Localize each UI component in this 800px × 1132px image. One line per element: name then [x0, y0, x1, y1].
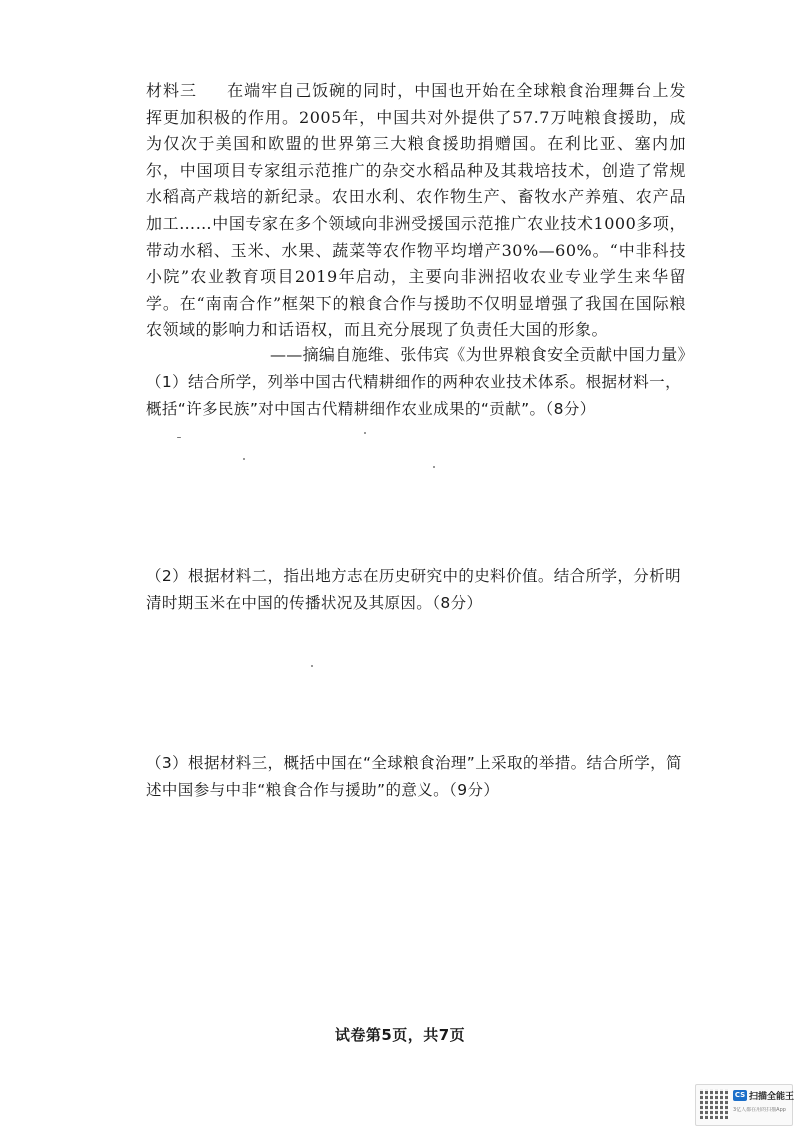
watermark-app-name: 扫描全能王 [749, 1092, 795, 1102]
scan-speck [311, 665, 313, 667]
scan-speck [364, 432, 366, 434]
question-2: （2）根据材料二，指出地方志在历史研究中的史料价值。结合所学，分析明清时期玉米在中国的传播状况及其原因。（8分） [146, 567, 681, 612]
scan-speck [243, 458, 245, 460]
page-footer: 试卷第5页，共7页 [334, 1026, 466, 1044]
material-label: 材料三 [146, 81, 198, 100]
scan-speck [433, 466, 435, 468]
scan-speck [177, 437, 181, 438]
qr-code-icon [700, 1089, 730, 1119]
material-source-citation: ——摘编自施维、张伟宾《为世界粮食安全贡献中国力量》 [270, 345, 694, 364]
question-3: （3）根据材料三，概括中国在“全球粮食治理”上采取的举措。结合所学，简述中国参与中非“粮食合作与援助”的意义。（9分） [146, 754, 682, 799]
watermark-tagline: 3亿人都在用的扫描App [733, 1107, 786, 1113]
question-1: （1）结合所学，列举中国古代精耕细作的两种农业技术体系。根据材料一，概括“许多民族”对中国古代精耕细作农业成果的“贡献”。（8分） [146, 373, 681, 418]
scanner-watermark [695, 1084, 793, 1126]
cs-logo-icon: CS [734, 1091, 746, 1099]
material-three-paragraph [146, 78, 686, 344]
material-text: 在端牢自己饭碗的同时，中国也开始在全球粮食治理舞台上发挥更加积极的作用。2005年，中国共对外提供了57.7万吨粮食援助，成为仅次于美国和欧盟的世界第三大粮食援助捐赠国。在利比亚、塞内加尔，中国项目专家组示范推广的杂交水稻品种及其栽培技术，创造了常规水稻高产栽培的新纪录。农田水利、农作物生产、畜牧水产养殖、农产品加工……中国专家在多个领域向非洲受援国示范推广农业技术1000多项，带动水稻、玉米、水果、蔬菜等农作物平均增产30%—60%。“中非科技小院”农业教育项目2019年启动，主要向非洲招收农业专业学生来华留学。在“南南合作”框架下的粮食合作与援助不仅明显增强了我国在国际粮农领域的影响力和话语权，而且充分展现了负责任大国的形象。 [146, 81, 686, 340]
